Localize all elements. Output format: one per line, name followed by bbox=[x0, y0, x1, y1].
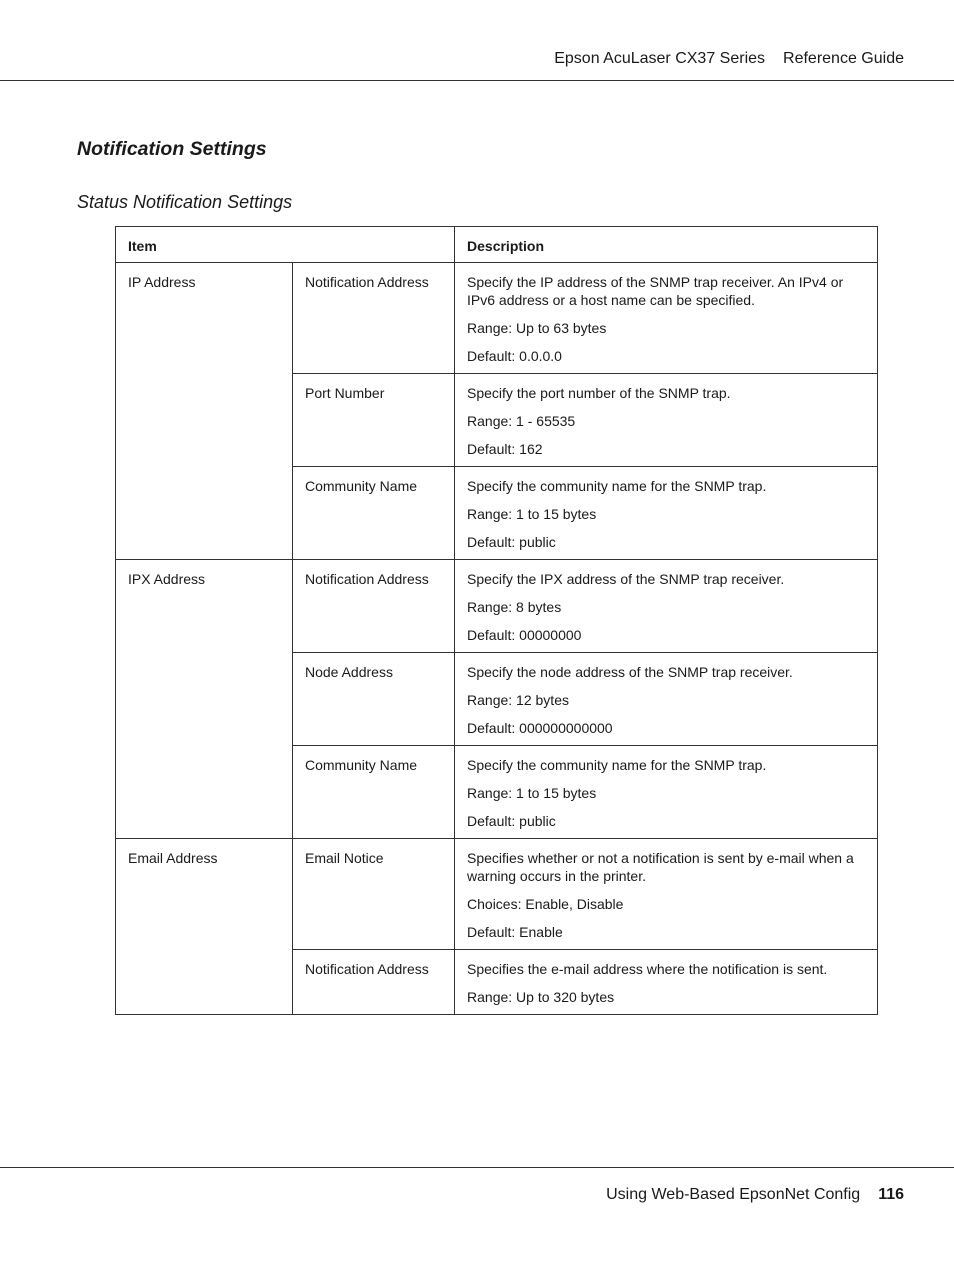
sub-item-cell: Notification Address bbox=[293, 263, 455, 374]
description-line: Range: 1 to 15 bytes bbox=[467, 506, 597, 522]
footer-chapter: Using Web-Based EpsonNet Config bbox=[606, 1186, 861, 1203]
description-line: Specify the community name for the SNMP trap. bbox=[467, 757, 767, 773]
description-line: Default: Enable bbox=[467, 924, 563, 940]
header-description: Description bbox=[455, 227, 878, 263]
description-line: Specify the IP address of the SNMP trap receiver. An IPv4 or IPv6 address or a host name can be specified. bbox=[467, 274, 844, 308]
description-line: Default: 00000000 bbox=[467, 627, 582, 643]
description-line: Default: 162 bbox=[467, 441, 543, 457]
description-cell bbox=[455, 950, 878, 1015]
sub-item-cell: Community Name bbox=[293, 746, 455, 839]
description-line: Range: 1 to 15 bytes bbox=[467, 785, 597, 801]
item-cell: IP Address bbox=[116, 263, 293, 560]
description-line: Specify the node address of the SNMP trap receiver. bbox=[467, 664, 793, 680]
description-line: Range: 12 bytes bbox=[467, 692, 569, 708]
sub-item-cell: Notification Address bbox=[293, 560, 455, 653]
header-product: Epson AcuLaser CX37 Series bbox=[554, 50, 766, 67]
description-line: Specifies the e-mail address where the notification is sent. bbox=[467, 961, 828, 977]
sub-item-cell: Community Name bbox=[293, 467, 455, 560]
header-item: Item bbox=[116, 227, 455, 263]
item-cell: IPX Address bbox=[116, 560, 293, 839]
table-row bbox=[116, 560, 878, 653]
description-line: Range: 8 bytes bbox=[467, 599, 562, 615]
sub-item-cell: Node Address bbox=[293, 653, 455, 746]
description-line: Default: 0.0.0.0 bbox=[467, 348, 562, 364]
header-guide: Reference Guide bbox=[783, 50, 904, 67]
settings-table bbox=[115, 226, 878, 1015]
table-body bbox=[116, 263, 878, 1015]
description-line: Range: Up to 320 bytes bbox=[467, 989, 615, 1005]
page-number: 116 bbox=[878, 1186, 904, 1203]
table-header-row bbox=[116, 227, 878, 263]
table-row bbox=[116, 839, 878, 950]
description-line: Default: public bbox=[467, 534, 556, 550]
header-text bbox=[554, 50, 904, 68]
footer-text bbox=[606, 1186, 904, 1204]
page-header bbox=[0, 0, 954, 81]
sub-item-cell: Email Notice bbox=[293, 839, 455, 950]
description-cell bbox=[455, 467, 878, 560]
description-line: Range: 1 - 65535 bbox=[467, 413, 576, 429]
sub-item-cell: Port Number bbox=[293, 374, 455, 467]
description-cell bbox=[455, 653, 878, 746]
page-footer-rule bbox=[0, 1167, 954, 1168]
item-cell: Email Address bbox=[116, 839, 293, 1015]
description-cell bbox=[455, 374, 878, 467]
section-title: Notification Settings bbox=[77, 138, 267, 160]
description-line: Specify the port number of the SNMP trap. bbox=[467, 385, 731, 401]
description-line: Specify the community name for the SNMP trap. bbox=[467, 478, 767, 494]
description-cell bbox=[455, 560, 878, 653]
description-line: Choices: Enable, Disable bbox=[467, 896, 624, 912]
sub-title: Status Notification Settings bbox=[77, 192, 293, 212]
table-row bbox=[116, 263, 878, 374]
description-line: Specifies whether or not a notification is sent by e-mail when a warning occurs in the printer. bbox=[467, 850, 854, 884]
description-line: Default: public bbox=[467, 813, 556, 829]
sub-item-cell: Notification Address bbox=[293, 950, 455, 1015]
description-line: Range: Up to 63 bytes bbox=[467, 320, 607, 336]
description-cell bbox=[455, 263, 878, 374]
description-cell bbox=[455, 746, 878, 839]
description-line: Default: 000000000000 bbox=[467, 720, 613, 736]
description-cell bbox=[455, 839, 878, 950]
description-line: Specify the IPX address of the SNMP trap receiver. bbox=[467, 571, 785, 587]
